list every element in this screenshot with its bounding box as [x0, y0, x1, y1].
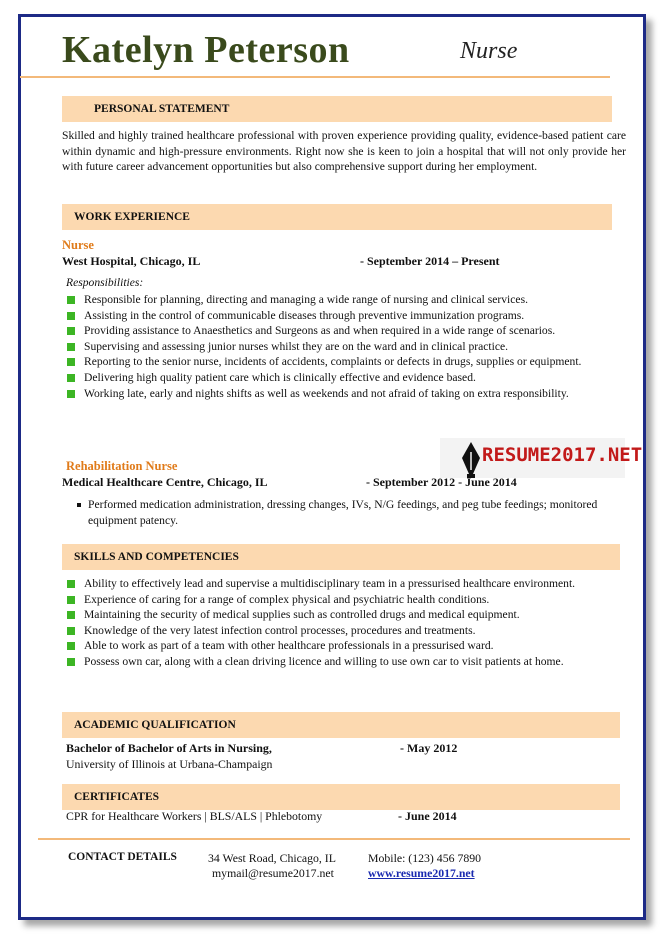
certificates-date: - June 2014: [398, 809, 457, 823]
job-title: Rehabilitation Nurse: [66, 459, 178, 473]
section-skills: SKILLS AND COMPETENCIES: [62, 544, 620, 570]
responsibilities-label: Responsibilities:: [66, 276, 144, 289]
list-item: Assisting in the control of communicable diseases through preventive immunization programs.: [66, 308, 626, 324]
degree-date: - May 2012: [400, 741, 458, 755]
contact-address: 34 West Road, Chicago, IL: [208, 851, 336, 865]
job-employer: Medical Healthcare Centre, Chicago, IL: [62, 475, 268, 489]
bullet-icon: [77, 503, 81, 507]
list-item: Maintaining the security of medical supplies such as controlled drugs and medical equipment.: [66, 607, 626, 623]
job-title: Nurse: [62, 238, 94, 252]
list-item: Working late, early and nights shifts as well as weekends and not afraid of taking on extra responsibility.: [66, 386, 626, 402]
list-item: Ability to effectively lead and supervise a multidisciplinary team in a pressurised healthcare environment.: [66, 576, 626, 592]
bullet-icon: [67, 658, 75, 666]
list-item: Knowledge of the very latest infection control processes, procedures and treatments.: [66, 623, 626, 639]
bullet-icon: [67, 343, 75, 351]
section-personal-statement: PERSONAL STATEMENT: [62, 96, 612, 122]
contact-email: mymail@resume2017.net: [212, 866, 334, 880]
bullet-icon: [67, 296, 75, 304]
contact-phone: Mobile: (123) 456 7890: [368, 851, 482, 865]
degree: Bachelor of Bachelor of Arts in Nursing,: [66, 741, 272, 755]
bullet-icon: [67, 596, 75, 604]
contact-label: CONTACT DETAILS: [68, 851, 177, 863]
list-item: Supervising and assessing junior nurses whilst they are on the ward and in clinical practice.: [66, 339, 626, 355]
skills-list: [66, 576, 626, 670]
bullet-icon: [67, 312, 75, 320]
job-employer: West Hospital, Chicago, IL: [62, 254, 201, 268]
list-item: Delivering high quality patient care which is clinically effective and evidence based.: [66, 370, 626, 386]
bullet-icon: [67, 611, 75, 619]
certificates-text: CPR for Healthcare Workers | BLS/ALS | Phlebotomy: [66, 809, 323, 823]
bullet-icon: [67, 642, 75, 650]
bullet-icon: [67, 390, 75, 398]
bullet-icon: [67, 374, 75, 382]
footer-divider: [38, 838, 630, 840]
list-item: Performed medication administration, dressing changes, IVs, N/G feedings, and peg tube feedings; monitored equipment patency.: [70, 497, 610, 528]
list-item: Able to work as part of a team with other healthcare professionals in a pressurised ward.: [66, 638, 626, 654]
list-item: Providing assistance to Anaesthetics and Surgeons as and when required in a wide range of scenarios.: [66, 323, 626, 339]
candidate-name: Katelyn Peterson: [62, 29, 350, 71]
job-dates: - September 2012 - June 2014: [366, 475, 517, 489]
bullet-icon: [67, 580, 75, 588]
school: University of Illinois at Urbana-Champaign: [66, 757, 273, 771]
responsibilities-list: [66, 292, 626, 401]
section-academic: ACADEMIC QUALIFICATION: [62, 712, 620, 738]
section-certificates: CERTIFICATES: [62, 784, 620, 810]
watermark-text: RESUME2017.NET: [482, 444, 643, 466]
bullet-icon: [67, 627, 75, 635]
rehab-duties-list: [70, 497, 610, 528]
list-item: Experience of caring for a range of complex physical and psychiatric health conditions.: [66, 592, 626, 608]
job-dates: - September 2014 – Present: [360, 254, 500, 268]
header-divider: [20, 76, 610, 78]
website-link[interactable]: www.resume2017.net: [368, 866, 475, 880]
list-item: Reporting to the senior nurse, incidents of accidents, complaints or defects in drugs, supplies or equipment.: [66, 354, 626, 370]
bullet-icon: [67, 358, 75, 366]
list-item: Responsible for planning, directing and managing a wide range of nursing and clinical services.: [66, 292, 626, 308]
bullet-icon: [67, 327, 75, 335]
list-item: Possess own car, along with a clean driving licence and willing to use own car to visit patients at home.: [66, 654, 626, 670]
section-work-experience: WORK EXPERIENCE: [62, 204, 612, 230]
candidate-title: Nurse: [460, 38, 518, 64]
personal-statement-text: Skilled and highly trained healthcare professional with proven experience providing quality, evidence-based patient care within dynamic and high-pressure environments. Right now she is keen to join a hospital that will not only provide her with future career advancement opportunities but also comprehensive support during her employment.: [62, 129, 626, 174]
